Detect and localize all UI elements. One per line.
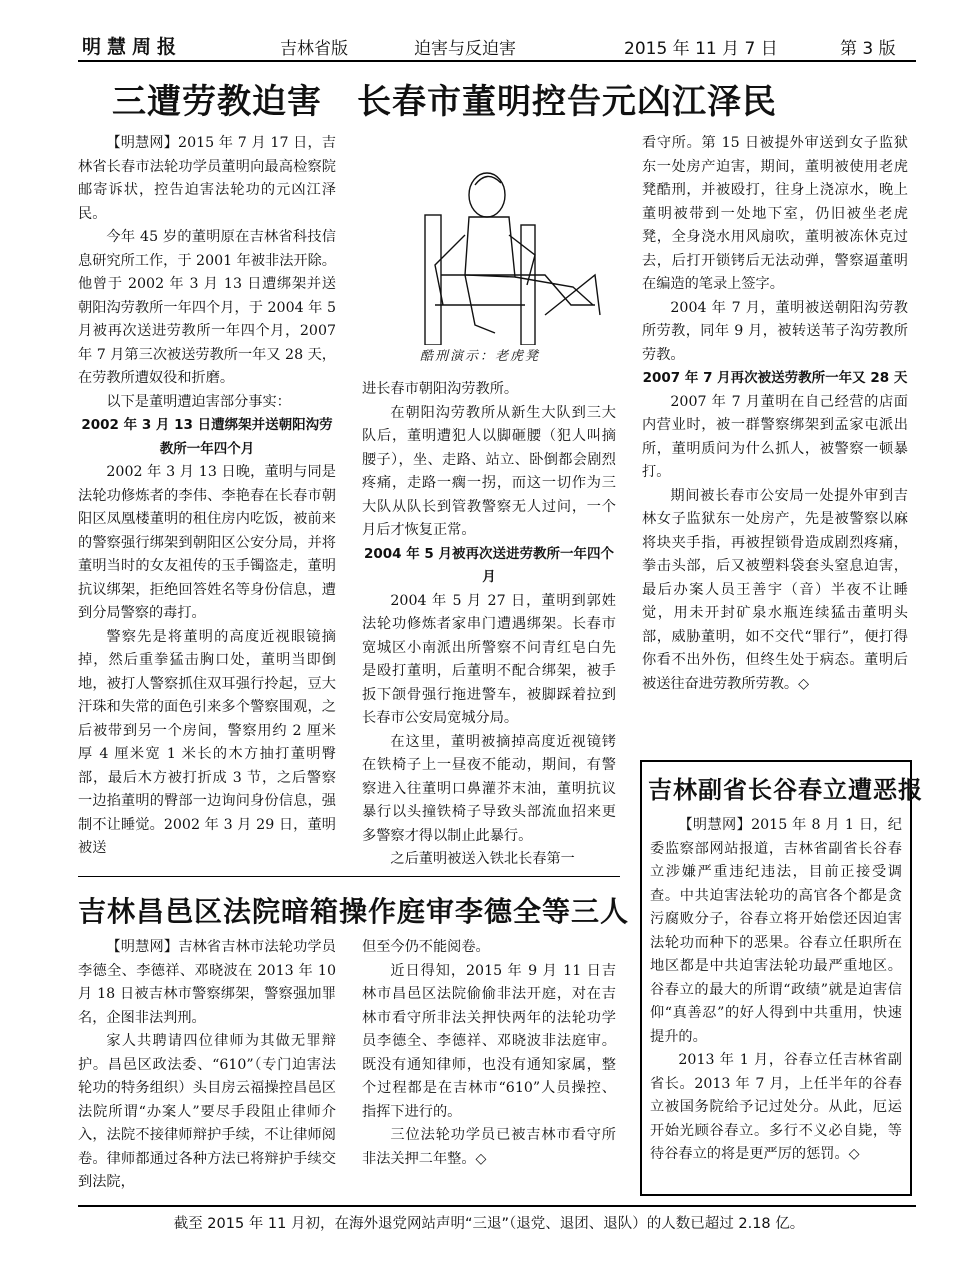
masthead-brand: 明慧周报	[82, 36, 183, 58]
header-rule	[78, 60, 916, 62]
article1-column-1	[78, 132, 336, 872]
paragraph: 三位法轮功学员已被吉林市看守所非法关押二年整。◇	[362, 1127, 616, 1167]
paragraph: 在朝阳沟劳教所从新生大队到三大队后，董明遭犯人以脚砸腰（犯人叫摘腰子），坐、走路、站立、卧倒都会剧烈疼痛，走路一瘸一拐，而这一切作为三大队从队长到管教警察无人过问，一个月后才恢复正常。	[362, 404, 616, 538]
paragraph: 以下是董明遭迫害部分事实：	[106, 393, 291, 410]
masthead-section: 迫害与反迫害	[414, 39, 516, 59]
article1-column-3	[642, 132, 908, 752]
paragraph: 但至今仍不能阅卷。	[362, 939, 490, 955]
paragraph: 【明慧网】吉林省吉林市法轮功学员李德全、李德祥、邓晓波在 2013 年 10 月 18 日被吉林市警察绑架，警察强加罪名，企图非法判刑。	[78, 939, 336, 1026]
masthead-page: 第 3 版	[840, 39, 896, 59]
paragraph: 2004 年 7 月，董明被送朝阳沟劳教所劳教，同年 9 月，被转送苇子沟劳教所劳教。	[642, 299, 908, 363]
subheading: 2004 年 5 月被再次送进劳教所一年四个月	[363, 545, 615, 585]
illustration-caption: 酷刑演示：老虎凳	[420, 349, 541, 364]
subheading: 2002 年 3 月 13 日遭绑架并送朝阳沟劳教所一年四个月	[81, 417, 333, 457]
torture-illustration	[395, 155, 605, 345]
subheading: 2007 年 7 月再次被送劳教所一年又 28 天	[642, 370, 908, 386]
masthead	[78, 30, 916, 60]
paragraph: 之后董明被送入铁北长春第一	[390, 851, 575, 867]
footer-rule	[78, 1205, 916, 1207]
paragraph: 今年 45 岁的董明原在吉林省科技信息研究所工作，于 2001 年被非法开除。他曾于 2002 年 3 月 13 日遭绑架并送朝阳沟劳教所一年四个月，于 2004 年 5 月被再次送进劳教所一年四个月，2007 年 7 月第三次被送劳教所一年又 28 天，在劳教所遭奴役和折磨。	[78, 229, 336, 386]
paragraph: 2007 年 7 月董明在自己经营的店面内营业时，被一群警察绑架到孟家屯派出所，董明质问为什么抓人，被警察一顿暴打。	[642, 393, 908, 480]
article1-column-2	[362, 378, 616, 872]
paragraph: 【明慧网】2015 年 7 月 17 日，吉林省长春市法轮功学员董明向最高检察院邮寄诉状，控告迫害法轮功的元凶江泽民。	[78, 135, 336, 222]
paragraph: 期间被长春市公安局一处提外审到吉林女子监狱东一处房产，先是被警察以麻将块夹手指，再被捏锁骨造成剧烈疼痛，拳击头部，后又被塑料袋套头窒息迫害，最后办案人员王善宇（音）半夜不让睡觉，用未开封矿泉水瓶连续猛击董明头部，威胁董明，如不交代“罪行”，便打得你看不出外伤，但终生处于病态。董明后被送往奋进劳教所劳教。◇	[642, 487, 908, 692]
paragraph: 在这里，董明被摘掉高度近视镜铐在铁椅子上一昼夜不能动，期间，有警察进入往董明口鼻灌芥末油，董明抗议暴行以头撞铁椅子导致头部流血招来更多警察才得以制止此暴行。	[362, 733, 616, 844]
article3-title: 吉林副省长谷春立遭恶报	[648, 775, 923, 804]
article-divider	[78, 876, 620, 877]
article3-box	[640, 760, 923, 1196]
article3-body	[650, 814, 902, 1190]
article1-title: 三遭劳教迫害 长春市董明控告元凶江泽民	[112, 82, 777, 122]
masthead-date: 2015 年 11 月 7 日	[624, 39, 778, 59]
paragraph: 2004 年 5 月 27 日，董明到郭姓法轮功修炼者家串门遭遇绑架。长春市宽城区小南派出所警察不问青红皂白先是殴打董明，后董明不配合绑架，被手扳下颌骨强行拖进警车，被脚踩着拉到长春市公安局宽城分局。	[362, 592, 616, 726]
paragraph: 近日得知，2015 年 9 月 11 日吉林市昌邑区法院偷偷非法开庭，对在吉林市看守所非法关押快两年的法轮功学员李德全、李德祥、邓晓波非法庭审。既没有通知律师，也没有通知家属，整个过程都是在吉林市“610”人员操控、指挥下进行的。	[362, 962, 616, 1120]
paragraph: 警察先是将董明的高度近视眼镜摘掉，然后重拳猛击胸口处，董明当即倒地，被打人警察抓住双耳强行拎起，豆大汗珠和失常的面色引来多个警察围观，之后被带到另一个房间，警察用约 2 厘米厚 4 厘米宽 1 米长的木方抽打董明臀部，最后木方被打折成 3 节，之后警察一边掐董明的臀部一边询问身份信息，强制不让睡觉。2002 年 3 月 29 日，董明被送	[78, 628, 336, 856]
article2-title: 吉林昌邑区法院暗箱操作庭审李德全等三人	[78, 895, 630, 928]
paragraph: 2002 年 3 月 13 日晚，董明与同是法轮功修炼者的李伟、李艳春在长春市朝阳区凤凰楼董明的租住房内吃饭，被前来的警察强行绑架到朝阳区公安分局，并将董明当时的女友祖传的玉手镯盗走，董明抗议绑架，拒绝回答姓名等身份信息，遭到分局警察的毒打。	[78, 464, 336, 621]
paragraph: 2013 年 1 月，谷春立任吉林省副省长。2013 年 7 月，上任半年的谷春立被国务院给予记过处分。从此，厄运开始光顾谷春立。多行不义必自毙，等待谷春立的将是更严厉的惩罚。◇	[650, 1052, 902, 1162]
paragraph: 看守所。第 15 日被提外审送到女子监狱东一处房产迫害，期间，董明被使用老虎凳酷刑，并被殴打，往身上浇凉水，晚上董明被带到一处地下室，仍旧被坐老虎凳，全身浇水用风扇吹，董明被冻休克过去，后打开锁铐后无法动弹，警察逼董明在编造的笔录上签字。	[642, 135, 908, 292]
article2-column-2	[362, 936, 616, 1198]
paragraph: 家人共聘请四位律师为其做无罪辩护。昌邑区政法委、“610”（专门迫害法轮功的特务组织）头目房云福操控昌邑区法院所谓“办案人”要尽手段阻止律师介入，法院不接律师辩护手续，不让律师阅卷。律师都通过各种方法已将辩护手续交到法院，	[78, 1033, 336, 1190]
masthead-edition: 吉林省版	[280, 39, 348, 59]
footer-notice: 截至 2015 年 11 月初，在海外退党网站声明“三退”（退党、退团、退队）的人数已超过 2.18 亿。	[173, 1216, 805, 1232]
article2-column-1	[78, 936, 336, 1198]
paragraph: 进长春市朝阳沟劳教所。	[362, 381, 519, 397]
paragraph: 【明慧网】2015 年 8 月 1 日，纪委监察部网站报道，吉林省副省长谷春立涉嫌严重违纪违法，目前正接受调查。中共迫害法轮功的高官各个都是贪污腐败分子，谷春立将开始偿还因迫害法轮功而种下的恶果。谷春立任职所在地区都是中共迫害法轮功最严重地区。谷春立的最大的所谓“政绩”就是迫害信仰“真善忍”的好人得到中共重用，快速提升的。	[650, 817, 902, 1045]
